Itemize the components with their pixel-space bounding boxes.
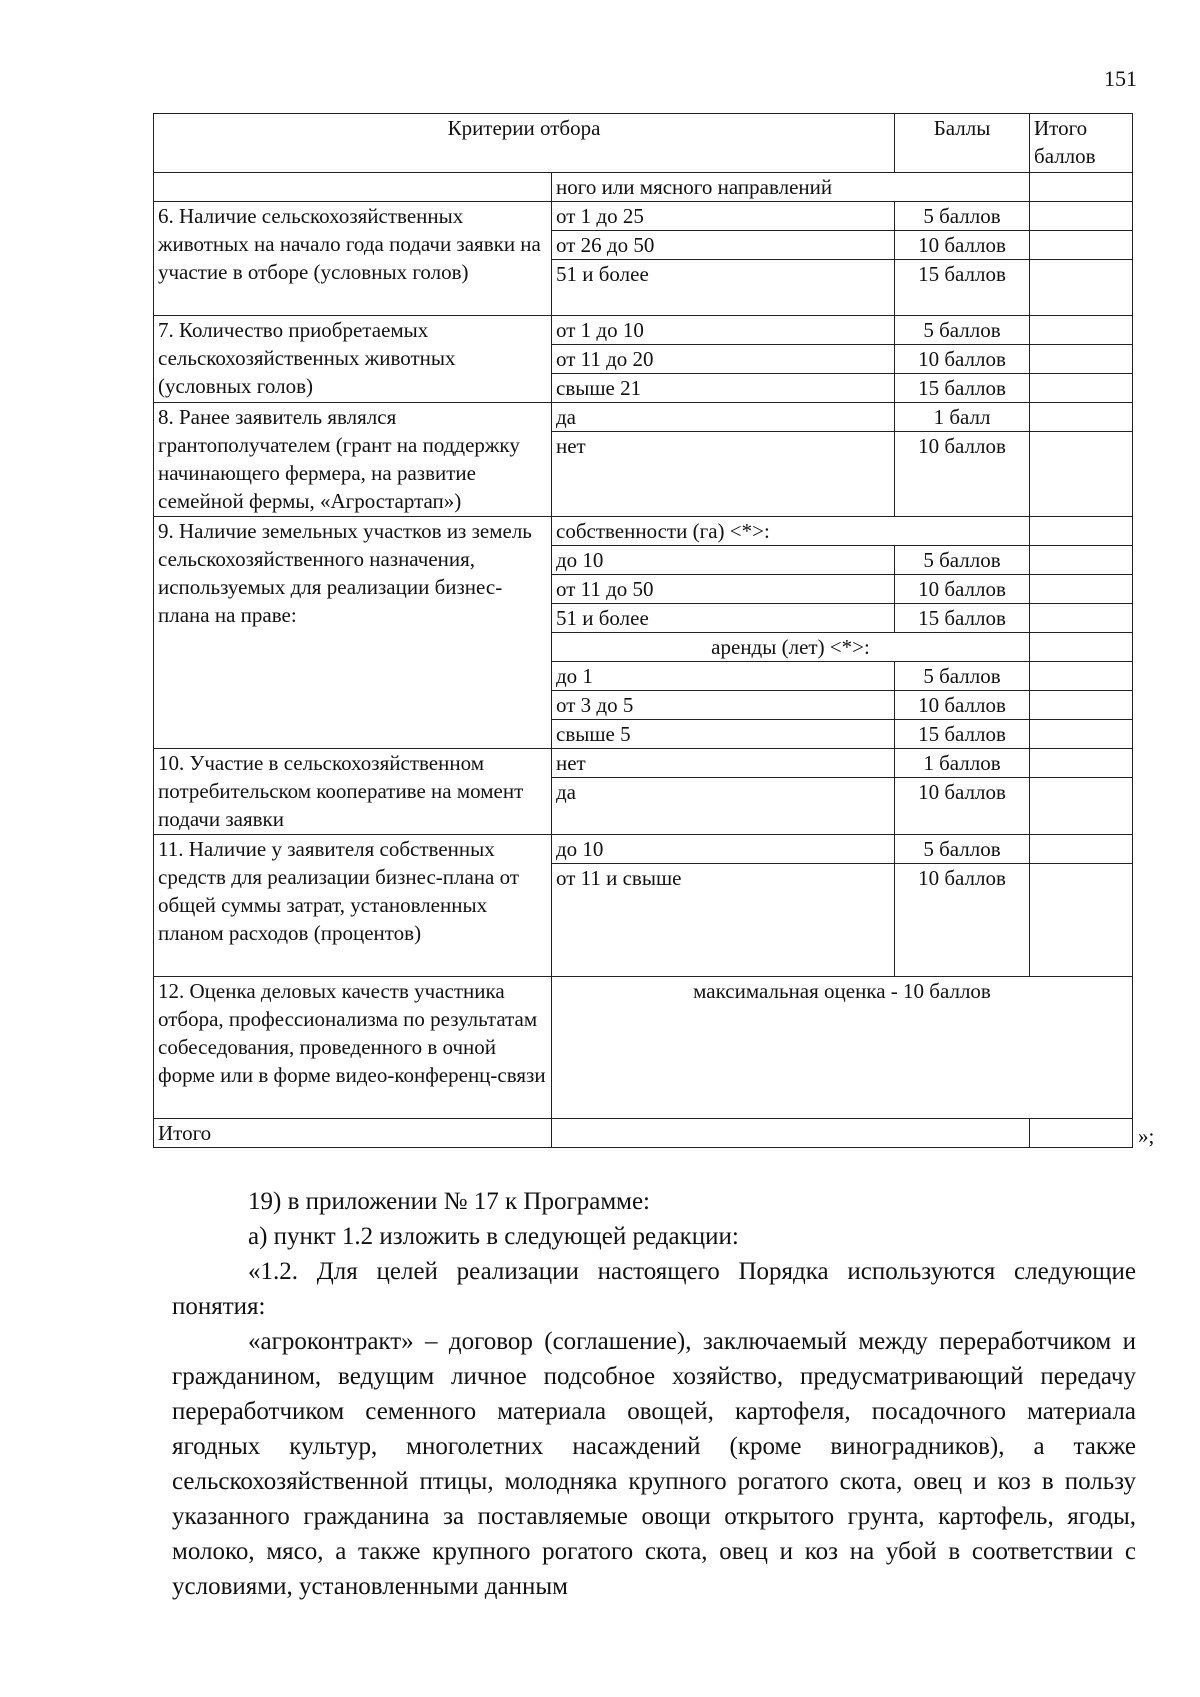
table-cell-empty (154, 173, 552, 202)
table-row (154, 202, 1133, 231)
option-points: 10 баллов (895, 575, 1030, 604)
ownership-title: собственности (га) <*>: (552, 517, 1030, 546)
max-score-note: максимальная оценка - 10 баллов (552, 977, 1133, 1119)
total-cell (1030, 374, 1133, 403)
criterion-11-name: 11. Наличие у заявителя собственных средств для реализации бизнес-плана от общей суммы затрат, установленных планом расходов (процентов) (154, 835, 552, 977)
option-points: 10 баллов (895, 778, 1030, 835)
option-points: 15 баллов (895, 720, 1030, 749)
total-cell (1030, 546, 1133, 575)
option-points: 10 баллов (895, 231, 1030, 260)
option-label: до 10 (552, 835, 895, 864)
total-cell (1030, 432, 1133, 517)
total-cell (1030, 835, 1133, 864)
total-label: Итого (154, 1119, 552, 1148)
total-cell (1030, 691, 1133, 720)
option-label: от 3 до 5 (552, 691, 895, 720)
total-cell (1030, 231, 1133, 260)
total-value (552, 1119, 1030, 1148)
option-points: 5 баллов (895, 662, 1030, 691)
option-points: 15 баллов (895, 604, 1030, 633)
total-cell (1030, 864, 1133, 977)
total-cell (1030, 749, 1133, 778)
option-label: от 1 до 10 (552, 316, 895, 345)
paragraph: «агроконтракт» – договор (соглашение), заключаемый между переработчиком и гражданином, ведущим личное подсобное хозяйство, предусматривающий передачу переработчиком семенного материала овощей, картофеля, посадочного материала ягодных культур, многолетних насаждений (кроме виноградников), а также сельскохозяйственной птицы, молодняка крупного рогатого скота, овец и коз в пользу указанного гражданина за поставляемые овощи открытого грунта, картофель, ягоды, молоко, мясо, а также крупного рогатого скота, овец и коз на убой в соответствии с условиями, установленными данным (172, 1328, 1136, 1600)
criterion-6-name: 6. Наличие сельскохозяйственных животных на начало года подачи заявки на участие в отборе (условных голов) (154, 202, 552, 316)
option-points: 5 баллов (895, 316, 1030, 345)
lease-title: аренды (лет) <*>: (552, 633, 1030, 662)
header-total: Итого баллов (1030, 114, 1133, 173)
table-row (154, 749, 1133, 778)
table-row (154, 403, 1133, 432)
table-row (154, 517, 1133, 546)
total-cell (1030, 575, 1133, 604)
table-total-row (154, 1119, 1133, 1148)
option-label: до 1 (552, 662, 895, 691)
table-row (154, 173, 1133, 202)
option-points: 5 баллов (895, 835, 1030, 864)
paragraph: «1.2. Для целей реализации настоящего Порядка используются следующие понятия: (172, 1258, 1136, 1320)
total-cell (1030, 633, 1133, 662)
option-points: 5 баллов (895, 202, 1030, 231)
criterion-10-name: 10. Участие в сельскохозяйственном потребительском кооперативе на момент подачи заявки (154, 749, 552, 835)
total-cell (1030, 517, 1133, 546)
option-label: нет (552, 432, 895, 517)
option-points: 1 балл (895, 403, 1030, 432)
total-cell (1030, 403, 1133, 432)
paragraph: а) пункт 1.2 изложить в следующей редакции: (248, 1223, 739, 1250)
table-header-row (154, 114, 1133, 173)
page-number: 151 (1104, 66, 1137, 91)
option-points: 10 баллов (895, 864, 1030, 977)
total-cell (1030, 316, 1133, 345)
total-cell (1030, 202, 1133, 231)
option-label: да (552, 778, 895, 835)
option-label: от 26 до 50 (552, 231, 895, 260)
paragraph: 19) в приложении № 17 к Программе: (248, 1188, 651, 1215)
total-cell (1030, 662, 1133, 691)
option-points: 10 баллов (895, 432, 1030, 517)
option-label: нет (552, 749, 895, 778)
option-points: 10 баллов (895, 345, 1030, 374)
header-points: Баллы (895, 114, 1030, 173)
total-cell (1030, 778, 1133, 835)
option-label: 51 и более (552, 604, 895, 633)
option-label: от 11 до 20 (552, 345, 895, 374)
option-points: 5 баллов (895, 546, 1030, 575)
total-cell (1030, 345, 1133, 374)
option-label: от 1 до 25 (552, 202, 895, 231)
option-label: до 10 (552, 546, 895, 575)
option-label: 51 и более (552, 260, 895, 316)
table-row (154, 316, 1133, 345)
total-cell (1030, 720, 1133, 749)
criterion-8-name: 8. Ранее заявитель являлся грантополучателем (грант на поддержку начинающего фермера, на развитие семейной фермы, «Агростартап») (154, 403, 552, 517)
total-cell (1030, 1119, 1133, 1148)
continuation-text: ного или мясного направлений (552, 173, 1030, 202)
total-cell (1030, 604, 1133, 633)
criterion-9-name: 9. Наличие земельных участков из земель сельскохозяйственного назначения, используемых для реализации бизнес-плана на праве: (154, 517, 552, 749)
criteria-table (153, 113, 1133, 1148)
option-points: 10 баллов (895, 691, 1030, 720)
total-cell (1030, 173, 1133, 202)
option-points: 15 баллов (895, 374, 1030, 403)
option-label: свыше 5 (552, 720, 895, 749)
header-criteria: Критерии отбора (154, 114, 895, 173)
body-text (172, 1184, 1136, 1604)
table-row (154, 977, 1133, 1119)
total-cell (1030, 260, 1133, 316)
option-label: от 11 до 50 (552, 575, 895, 604)
table-row (154, 835, 1133, 864)
criterion-7-name: 7. Количество приобретаемых сельскохозяйственных животных (условных голов) (154, 316, 552, 403)
option-points: 15 баллов (895, 260, 1030, 316)
option-label: да (552, 403, 895, 432)
option-label: от 11 и свыше (552, 864, 895, 977)
option-points: 1 баллов (895, 749, 1030, 778)
closing-quote: »; (1138, 1124, 1155, 1148)
option-label: свыше 21 (552, 374, 895, 403)
criterion-12-name: 12. Оценка деловых качеств участника отбора, профессионализма по результатам собеседования, проведенного в очной форме или в форме видео-конференц-связи (154, 977, 552, 1119)
